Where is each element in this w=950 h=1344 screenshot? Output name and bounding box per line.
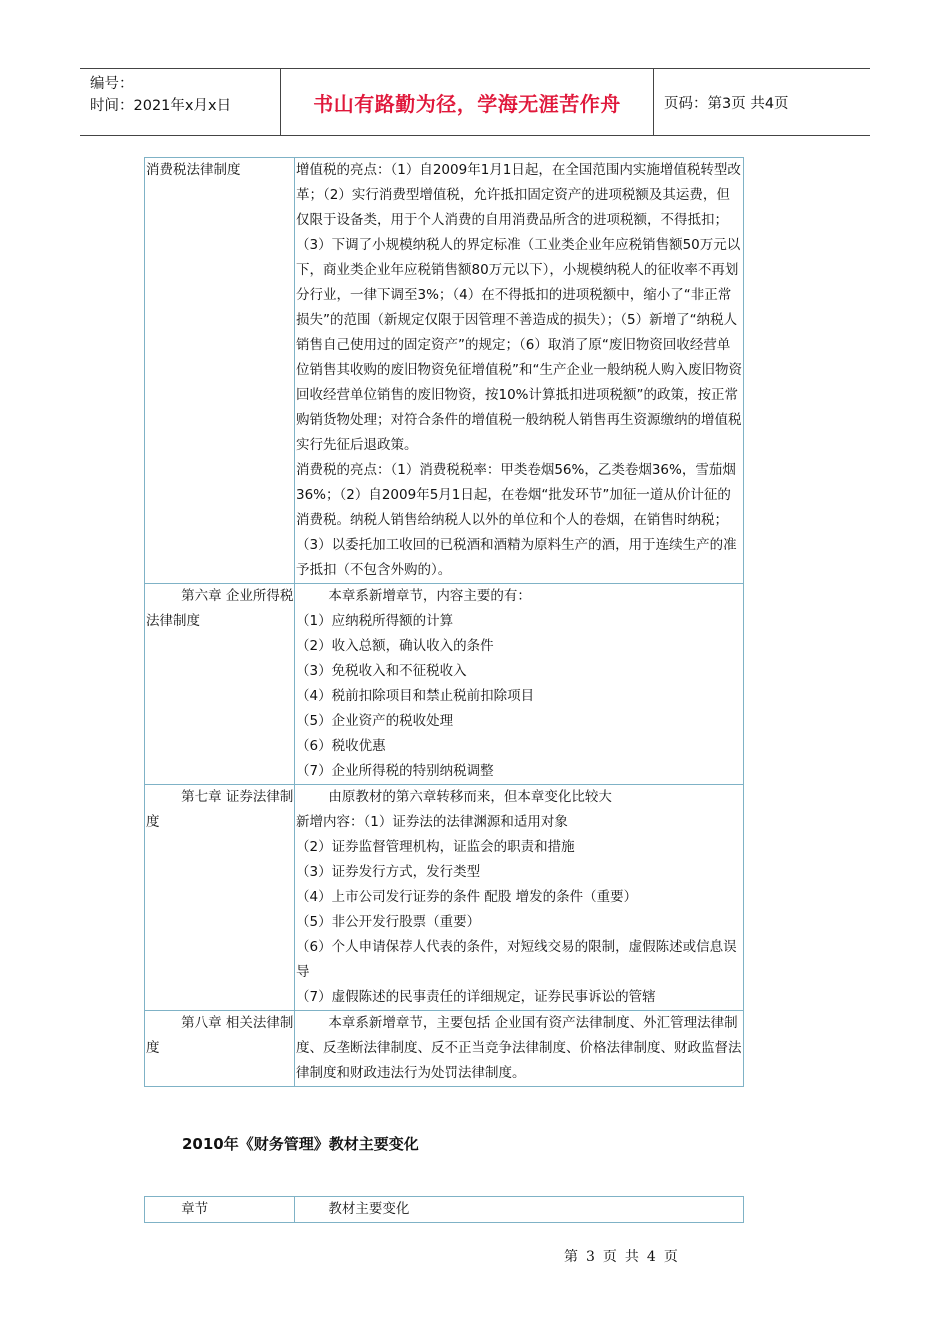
footer-total-pages: 4: [646, 1249, 656, 1265]
list-item: （3）证券发行方式，发行类型: [296, 864, 481, 880]
header-motto: 书山有路勤为径，学海无涯苦作舟: [281, 69, 654, 135]
list-item: （6）个人申请保荐人代表的条件，对短线交易的限制，虚假陈述或信息误导: [296, 939, 737, 980]
content-cell: [295, 785, 744, 1011]
content-cell: [295, 1011, 744, 1087]
chapter-cell: 第七章 证券法律制度: [145, 785, 295, 1011]
content-cell: [295, 584, 744, 785]
footer-current-page: 3: [586, 1249, 595, 1265]
page-header: [80, 68, 870, 136]
table-header-row: [145, 1197, 744, 1223]
table-row: [145, 584, 744, 785]
chapter-cell: 第八章 相关法律制度: [145, 1011, 295, 1087]
footer-text: 共: [624, 1249, 639, 1265]
list-item: （7）虚假陈述的民事责任的详细规定，证券民事诉讼的管辖: [296, 989, 656, 1005]
header-left: [80, 69, 281, 135]
column-header-changes: 教材主要变化: [295, 1197, 744, 1223]
list-item: （4）税前扣除项目和禁止税前扣除项目: [296, 688, 535, 704]
list-item: （1）应纳税所得额的计算: [296, 613, 454, 629]
document-date-label: 时间：2021年x月x日: [90, 98, 232, 114]
list-item: （6）税收优惠: [296, 738, 386, 754]
table-row: [145, 1011, 744, 1087]
list-item: （5）非公开发行股票（重要）: [296, 914, 481, 930]
content-cell: [295, 158, 744, 584]
table-row: [145, 158, 744, 584]
footer-text: 页: [602, 1249, 617, 1265]
content-intro: 本章系新增章节，主要包括 企业国有资产法律制度、外汇管理法律制度、反垄断法律制度、反不正当竞争法律制度、价格法律制度、财政监督法律制度和财政违法行为处罚法律制度。: [296, 1015, 742, 1081]
page-footer: [564, 1246, 686, 1266]
table-row: [145, 785, 744, 1011]
chapter-cell: 第六章 企业所得税法律制度: [145, 584, 295, 785]
consumption-tax-highlights: 消费税的亮点：（1）消费税税率：甲类卷烟56%，乙类卷烟36%，雪茄烟36%；（2）自2009年5月1日起，在卷烟“批发环节”加征一道从价计征的消费税。纳税人销售给纳税人以外的单位和个人的卷烟，在销售时纳税；（3）以委托加工收回的已税酒和酒精为原料生产的酒，用于连续生产的准予抵扣（不包含外购的）。: [296, 462, 737, 578]
section-title: 2010年《财务管理》教材主要变化: [182, 1135, 419, 1153]
header-page-code: 页码：第3页 共4页: [664, 95, 789, 112]
list-item: 新增内容：（1）证券法的法律渊源和适用对象: [296, 814, 568, 830]
chapter-cell: 消费税法律制度: [145, 158, 295, 584]
law-changes-table: [144, 157, 744, 1087]
content-intro: 由原教材的第六章转移而来，但本章变化比较大: [328, 789, 612, 805]
list-item: （7）企业所得税的特别纳税调整: [296, 763, 494, 779]
column-header-chapter: 章节: [145, 1197, 295, 1223]
document-number-label: 编号：: [90, 76, 134, 92]
vat-highlights: 增值税的亮点：（1）自2009年1月1日起，在全国范围内实施增值税转型改革；（2）实行消费型增值税，允许抵扣固定资产的进项税额及其运费，但仅限于设备类，用于个人消费的自用消费品所含的进项税额，不得抵扣；（3）下调了小规模纳税人的界定标准（工业类企业年应税销售额50万元以下，商业类企业年应税销售额80万元以下），小规模纳税人的征收率不再划分行业，一律下调至3%；（4）在不得抵扣的进项税额中，缩小了“非正常损失”的范围（新规定仅限于因管理不善造成的损失）；（5）新增了“纳税人销售自己使用过的固定资产”的规定；（6）取消了原“废旧物资回收经营单位销售其收购的废旧物资免征增值税”和“生产企业一般纳税人购入废旧物资回收经营单位销售的废旧物资，按10%计算抵扣进项税额”的政策，按正常购销货物处理；对符合条件的增值税一般纳税人销售再生资源缴纳的增值税实行先征后退政策。: [296, 162, 742, 453]
footer-text: 页: [663, 1249, 678, 1265]
list-item: （3）免税收入和不征税收入: [296, 663, 467, 679]
finance-changes-table: [144, 1196, 744, 1223]
footer-text: 第: [564, 1249, 578, 1265]
content-intro: 本章系新增章节，内容主要的有：: [328, 588, 531, 604]
list-item: （4）上市公司发行证券的条件 配股 增发的条件（重要）: [296, 889, 638, 905]
list-item: （5）企业资产的税收处理: [296, 713, 454, 729]
list-item: （2）证券监督管理机构，证监会的职责和措施: [296, 839, 575, 855]
list-item: （2）收入总额，确认收入的条件: [296, 638, 494, 654]
